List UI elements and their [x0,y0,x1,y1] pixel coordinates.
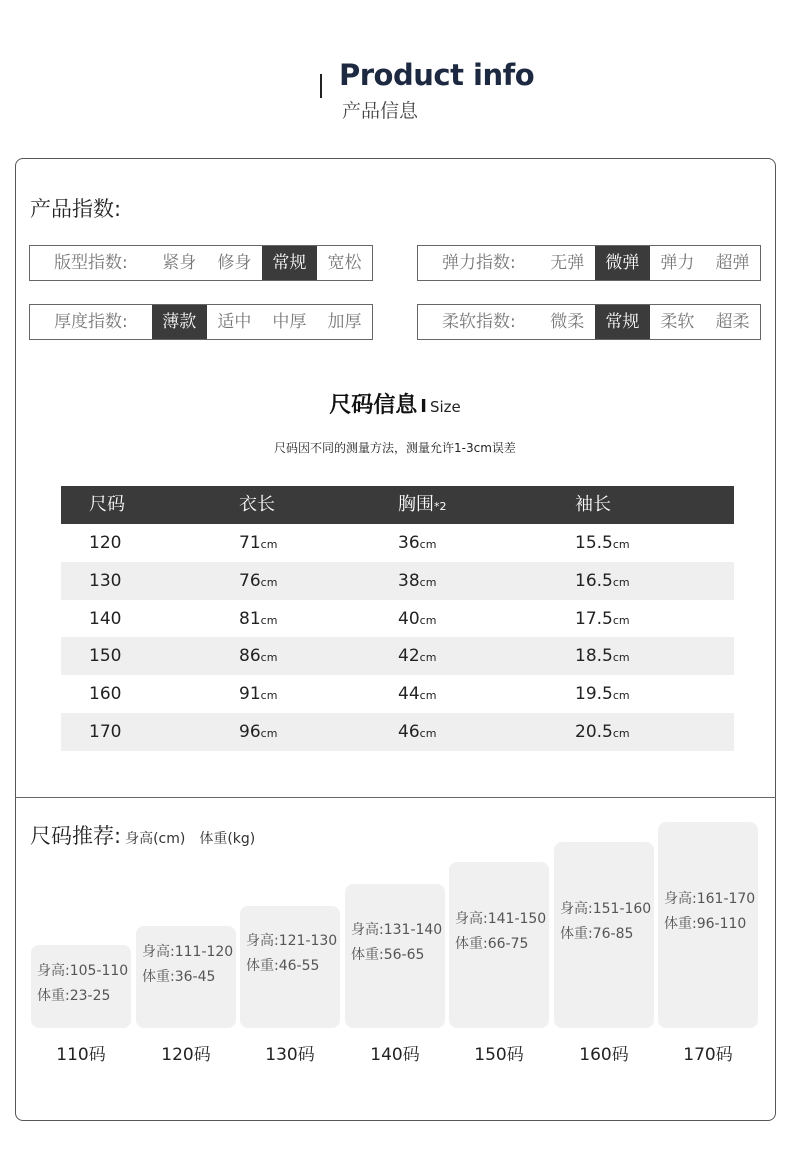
recommend-bar-text [142,940,233,990]
table-cell: 86cm [239,646,278,667]
height-range: 身高:111-120 [142,944,234,960]
size-info-title [0,388,790,419]
height-range: 身高:151-160 [560,901,652,917]
size-title-separator: I [420,396,427,417]
recommend-size-label: 110码 [56,1045,106,1065]
recommend-bar [658,822,758,1028]
table-cell: 17.5cm [575,608,630,629]
table-cell: 71cm [239,533,278,553]
recommend-subtitle: 身高(cm) 体重(kg) [125,831,256,847]
index-option: 微柔 [550,312,585,332]
index-option: 加厚 [327,312,362,332]
unit-label: cm [612,575,630,589]
recommend-bar-text [455,907,546,957]
header-title-en: Product info [339,58,535,92]
unit-label: cm [612,651,630,665]
size-note: 尺码因不同的测量方法，测量允许1-3cm误差 [274,441,516,455]
recommend-bar-text [560,897,651,947]
recommend-bar [554,842,654,1028]
recommend-size-label: 130码 [265,1045,315,1065]
table-cell: 38cm [398,570,437,591]
table-cell: 15.5cm [575,533,630,553]
index-group-fit [29,245,373,281]
table-row [61,562,734,600]
table-cell: 40cm [398,608,437,629]
recommend-size-label: 160码 [579,1045,629,1065]
height-range: 身高:105-110 [37,963,129,979]
unit-label: cm [419,613,437,627]
table-cell: 120 [89,533,122,553]
table-cell: 130 [89,570,122,591]
size-title-en: Size [429,398,461,416]
index-option: 中厚 [272,312,307,332]
index-option: 紧身 [162,253,197,273]
recommend-bar [449,862,549,1028]
table-cell: 36cm [398,533,437,553]
recommend-bar [136,926,236,1028]
unit-label: cm [419,689,437,703]
table-cell: 19.5cm [575,684,630,705]
weight-range: 体重:96-110 [664,916,747,932]
table-row [61,713,734,751]
recommend-bar-text [351,918,442,968]
table-cell: 170 [89,721,122,742]
recommend-size-label: 150码 [474,1045,524,1065]
recommend-bar [240,906,340,1028]
recommend-size-label: 170码 [683,1045,733,1065]
table-header-cell: 袖长 [575,494,611,515]
header-divider [320,74,322,98]
table-row [61,675,734,713]
unit-label: cm [419,575,437,589]
index-group-elasticity [417,245,761,281]
table-cell: 46cm [398,721,437,742]
index-option: 宽松 [327,253,362,273]
index-option-selected: 微弹 [595,246,650,280]
index-option: 弹力 [660,253,695,273]
table-cell: 16.5cm [575,570,630,591]
recommend-bar-text [246,929,337,979]
table-header-cell: 衣长 [239,494,275,515]
table-header-cell: 尺码 [89,494,125,515]
unit-label: cm [419,651,437,665]
index-option: 无弹 [550,253,585,273]
index-option-selected: 常规 [595,305,650,339]
table-body [61,524,734,751]
recommend-title [30,820,255,850]
height-range: 身高:121-130 [246,933,338,949]
table-row [61,637,734,675]
table-cell: 160 [89,684,122,705]
unit-label: cm [260,613,278,627]
table-cell: 76cm [239,570,278,591]
table-cell: 140 [89,608,122,629]
unit-label: cm [419,538,437,551]
table-cell: 20.5cm [575,721,630,742]
table-row [61,600,734,638]
index-option-selected: 薄款 [152,305,207,339]
index-option: 柔软 [660,312,695,332]
unit-label: cm [260,726,278,740]
recommend-bar-text [664,887,755,937]
weight-range: 体重:46-55 [246,958,320,974]
page-header [0,0,790,130]
unit-label: cm [612,613,630,627]
header-title-cn: 产品信息 [342,100,419,122]
index-label: 柔软指数: [442,312,516,332]
size-title-cn: 尺码信息 [329,393,418,418]
section-divider [15,797,776,798]
table-header-row [61,486,734,524]
height-range: 身高:131-140 [351,922,443,938]
weight-range: 体重:56-65 [351,947,425,963]
index-label: 弹力指数: [442,253,516,273]
table-cell: 91cm [239,684,278,705]
unit-label: cm [612,726,630,740]
index-label: 厚度指数: [54,312,128,332]
unit-label: cm [612,538,630,551]
table-cell: 150 [89,646,122,667]
recommend-title-main: 尺码推荐: [30,824,122,848]
index-option: 超弹 [715,253,750,273]
weight-range: 体重:23-25 [37,988,111,1004]
table-cell: 44cm [398,684,437,705]
index-option: 修身 [217,253,252,273]
recommend-bar [345,884,445,1028]
index-group-thickness [29,304,373,340]
table-cell: 96cm [239,721,278,742]
index-group-softness [417,304,761,340]
recommend-size-label: 140码 [370,1045,420,1065]
unit-label: cm [260,651,278,665]
table-header-cell [398,486,447,526]
weight-range: 体重:76-85 [560,926,634,942]
header-chest-label: 胸围 [398,494,434,515]
index-option: 适中 [217,312,252,332]
weight-range: 体重:66-75 [455,936,529,952]
height-range: 身高:161-170 [664,891,756,907]
index-label: 版型指数: [54,253,128,273]
table-cell: 18.5cm [575,646,630,667]
table-cell: 81cm [239,608,278,629]
table-cell: 42cm [398,646,437,667]
table-row [61,524,734,562]
unit-label: cm [612,689,630,703]
recommend-bar-text [37,959,128,1009]
height-range: 身高:141-150 [455,911,547,927]
recommend-size-label: 120码 [161,1045,211,1065]
size-table [61,486,734,751]
unit-label: cm [260,689,278,703]
unit-label: cm [260,575,278,589]
index-section-title: 产品指数: [30,197,122,221]
index-option: 超柔 [715,312,750,332]
unit-label: cm [260,538,278,551]
unit-label: cm [419,726,437,740]
index-option-selected: 常规 [262,246,317,280]
recommend-bar [31,945,131,1028]
weight-range: 体重:36-45 [142,969,216,985]
header-chest-suffix: *2 [434,500,447,513]
